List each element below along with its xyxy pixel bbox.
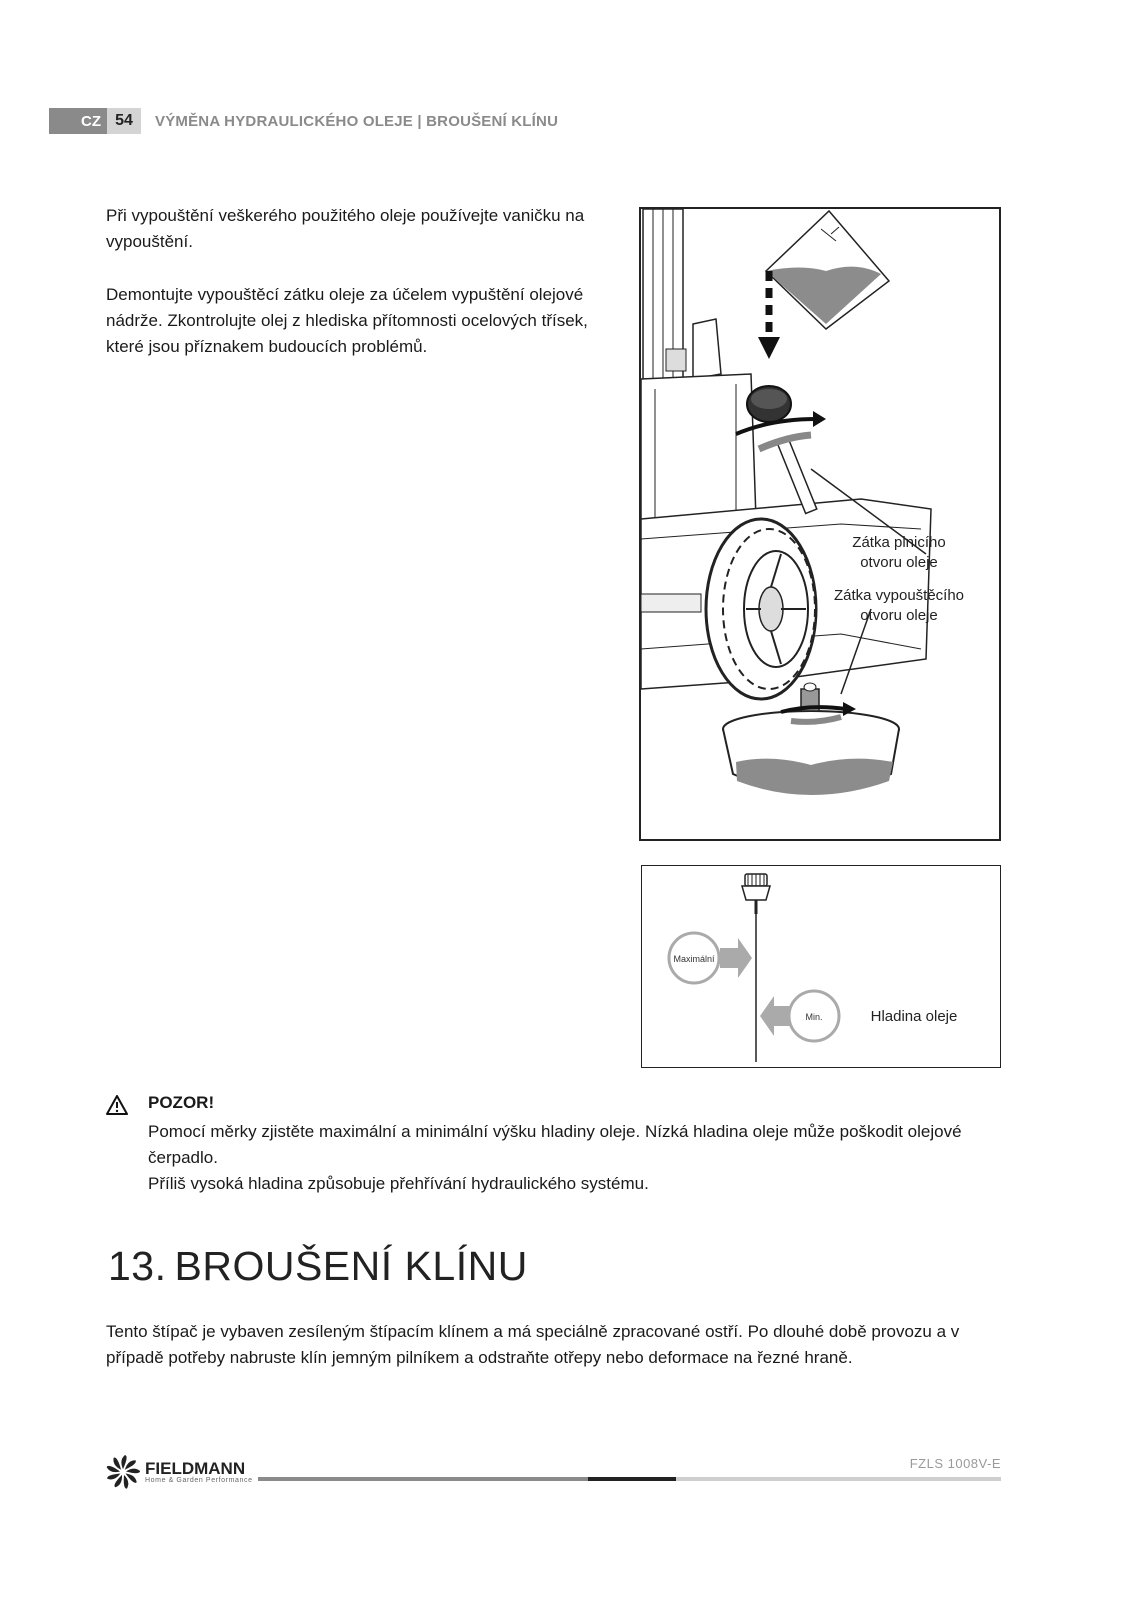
dipstick-figure <box>641 865 1001 1068</box>
oil-change-figure <box>639 207 1001 841</box>
min-mark-label: Min. <box>805 1012 823 1022</box>
fill-plug-label-line2: otvoru oleje <box>860 554 938 571</box>
warning-line-1: Pomocí měrky zjistěte maximální a minimální výšku hladiny oleje. Nízká hladina oleje může poškodit olejové čerpadlo. <box>148 1122 962 1167</box>
section-title: BROUŠENÍ KLÍNU <box>174 1243 528 1289</box>
brand-tagline: Home & Garden Performance <box>145 1477 253 1484</box>
page-number: 54 <box>107 108 141 134</box>
footer-bar-mid <box>258 1477 588 1481</box>
language-tab: CZ <box>49 108 107 134</box>
intro-paragraph-2: Demontujte vypouštěcí zátku oleje za účelem vypuštění olejové nádrže. Zkontrolujte olej z hlediska přítomnosti ocelových třísek, které jsou příznakem budoucích problémů. <box>106 285 588 356</box>
intro-paragraph-1: Při vypouštění veškerého použitého oleje používejte vaničku na vypouštění. <box>106 206 585 251</box>
brand-logo <box>105 1454 253 1490</box>
warning-title: POZOR! <box>148 1093 215 1112</box>
section-number: 13. <box>108 1243 167 1289</box>
oil-level-label: Hladina oleje <box>870 1008 958 1025</box>
footer-bar-dark <box>588 1477 676 1481</box>
page-header <box>49 108 558 134</box>
brand-name: FIELDMANN <box>145 1459 246 1478</box>
model-number: FZLS 1008V-E <box>909 1456 1001 1471</box>
warning-icon <box>106 1095 128 1115</box>
oil-change-illustration <box>641 209 999 839</box>
drain-plug-label-line1: Zátka vypouštěcího <box>833 587 965 604</box>
section-heading <box>108 1243 528 1290</box>
header-title: VÝMĚNA HYDRAULICKÉHO OLEJE | BROUŠENÍ KLÍNU <box>155 112 559 130</box>
max-mark-label: Maximální <box>673 954 715 964</box>
footer-bar-light <box>676 1477 1001 1481</box>
section-paragraph: Tento štípač je vybaven zesíleným štípacím klínem a má speciálně zpracované ostří. Po dlouhé době provozu a v případě potřeby nabruste klín jemným pilníkem a odstraňte otřepy nebo deformace na řezné hraně. <box>106 1322 960 1367</box>
dipstick-illustration <box>642 866 999 1066</box>
warning-line-2: Příliš vysoká hladina způsobuje přehřívání hydraulického systému. <box>148 1174 649 1193</box>
fill-plug-label-line1: Zátka plnicího <box>852 534 946 551</box>
drain-plug-label-line2: otvoru oleje <box>860 607 938 624</box>
fieldmann-flower-icon <box>105 1454 141 1490</box>
